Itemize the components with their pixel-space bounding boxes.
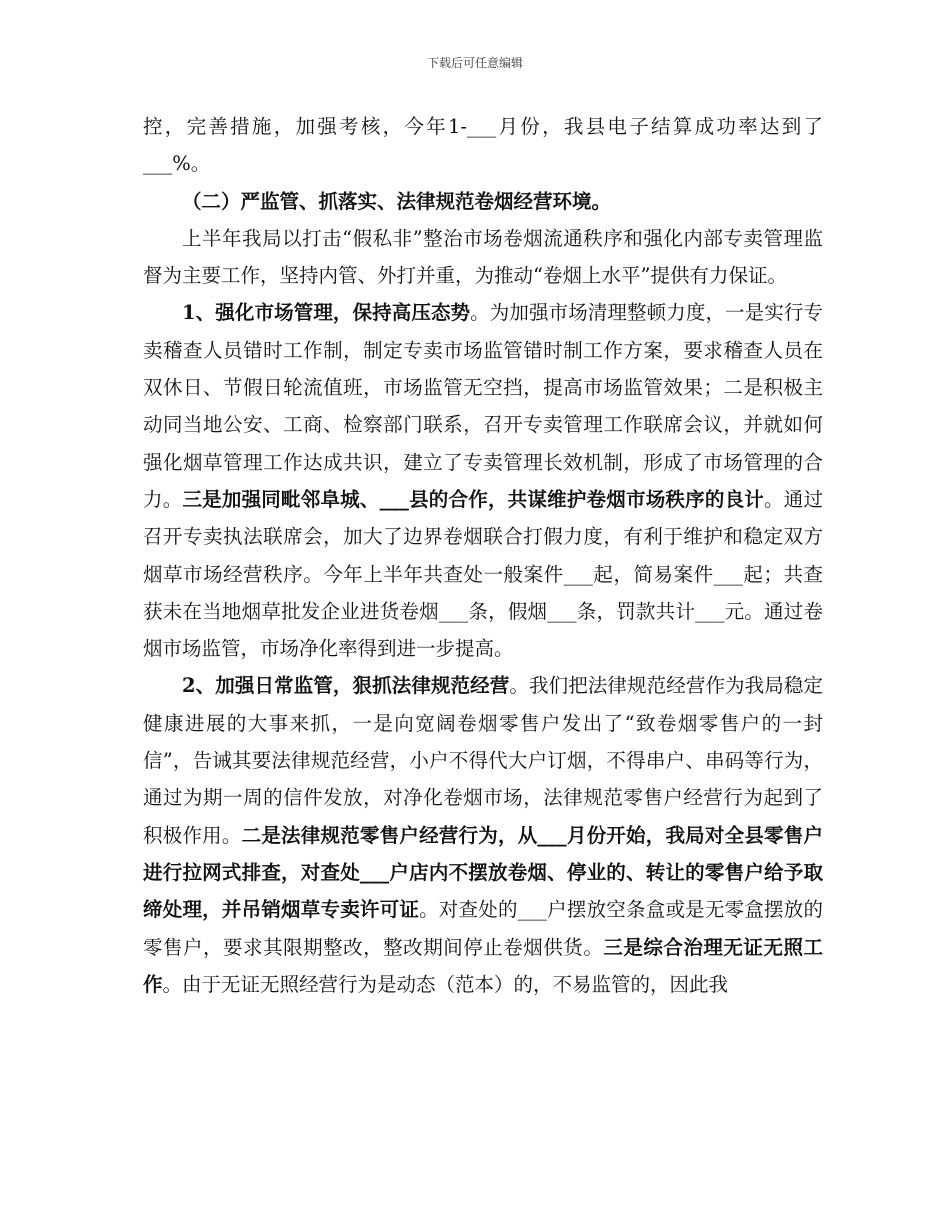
paragraph-intro-continued xyxy=(143,108,823,183)
text-run: 。对查处的___户摆放空条盒或是无零盒摆放的零售户，要求其限期整改，整改期间停止卷烟供货。 xyxy=(143,898,823,959)
text-run: 上半年我局以打击“假私非”整治市场卷烟流通秩序和强化内部专卖管理监督为主要工作，坚持内管、外打并重，为推动“卷烟上水平”提供有力保证。 xyxy=(143,226,823,288)
text-run: 控，完善措施，加强考核，今年1-___月份，我县电子结算成功率达到了___%。 xyxy=(143,115,823,176)
bold-text-run: 二是法律规范零售户经营行为，从___月份开始，我局对全县零售户进行拉网式排查，对查处___户店内不摆放卷烟、停业的、转让的零售户给予取缔处理，并吊销烟草专卖许可证 xyxy=(143,823,823,922)
bold-text-run: 2、加强日常监管，狠抓法律规范经营 xyxy=(182,674,510,698)
text-run: 。由于无证无照经营行为是动态（范本）的，不易监管的，因此我 xyxy=(162,972,729,996)
text-run: 。为加强市场清理整顿力度，一是实行专卖稽查人员错时工作制，制定专卖市场监管错时制工作方案，要求稽查人员在双休日、节假日轮流值班，市场监管无空挡，提高市场监管效果；二是积极主动同当地公安、工商、检察部门联系，召开专卖管理工作联席会议，并就如何强化烟草管理工作达成共识，建立了专卖管理长效机制，形成了市场管理的合力。 xyxy=(143,301,823,511)
section-heading xyxy=(143,183,823,220)
paragraph-market-management xyxy=(143,294,823,667)
bold-text-run: 1、强化市场管理，保持高压态势 xyxy=(182,301,471,325)
document-body xyxy=(143,108,823,1003)
text-run: 。我们把法律规范经营作为我局稳定健康进展的大事来抓，一是向宽阔卷烟零售户发出了“致卷烟零售户的一封信”，告诫其要法律规范经营，小户不得代大户订烟，不得串户、串码等行为，通过为期一周的信件发放，对净化卷烟市场，法律规范零售户经营行为起到了积极作用。 xyxy=(143,674,823,847)
text-run: 。通过召开专卖执法联席会，加大了边界卷烟联合打假力度，有利于维护和稳定双方烟草市场经营秩序。今年上半年共查处一般案件___起，简易案件___起；共查获未在当地烟草批发企业进货卷烟___条，假烟___条，罚款共计___元。通过卷烟市场监管，市场净化率得到进一步提高。 xyxy=(143,487,823,661)
paragraph-daily-supervision xyxy=(143,667,823,1003)
page-header: 下载后可任意编辑 xyxy=(426,56,523,70)
bold-text-run: 三是综合治理无证无照工作 xyxy=(143,935,823,996)
paragraph-overview xyxy=(143,220,823,295)
bold-text-run: 三是加强同毗邻阜城、___县的合作，共谋维护卷烟市场秩序的良计 xyxy=(182,487,765,511)
text-run: （二）严监管、抓落实、法律规范卷烟经营环境。 xyxy=(182,189,612,213)
